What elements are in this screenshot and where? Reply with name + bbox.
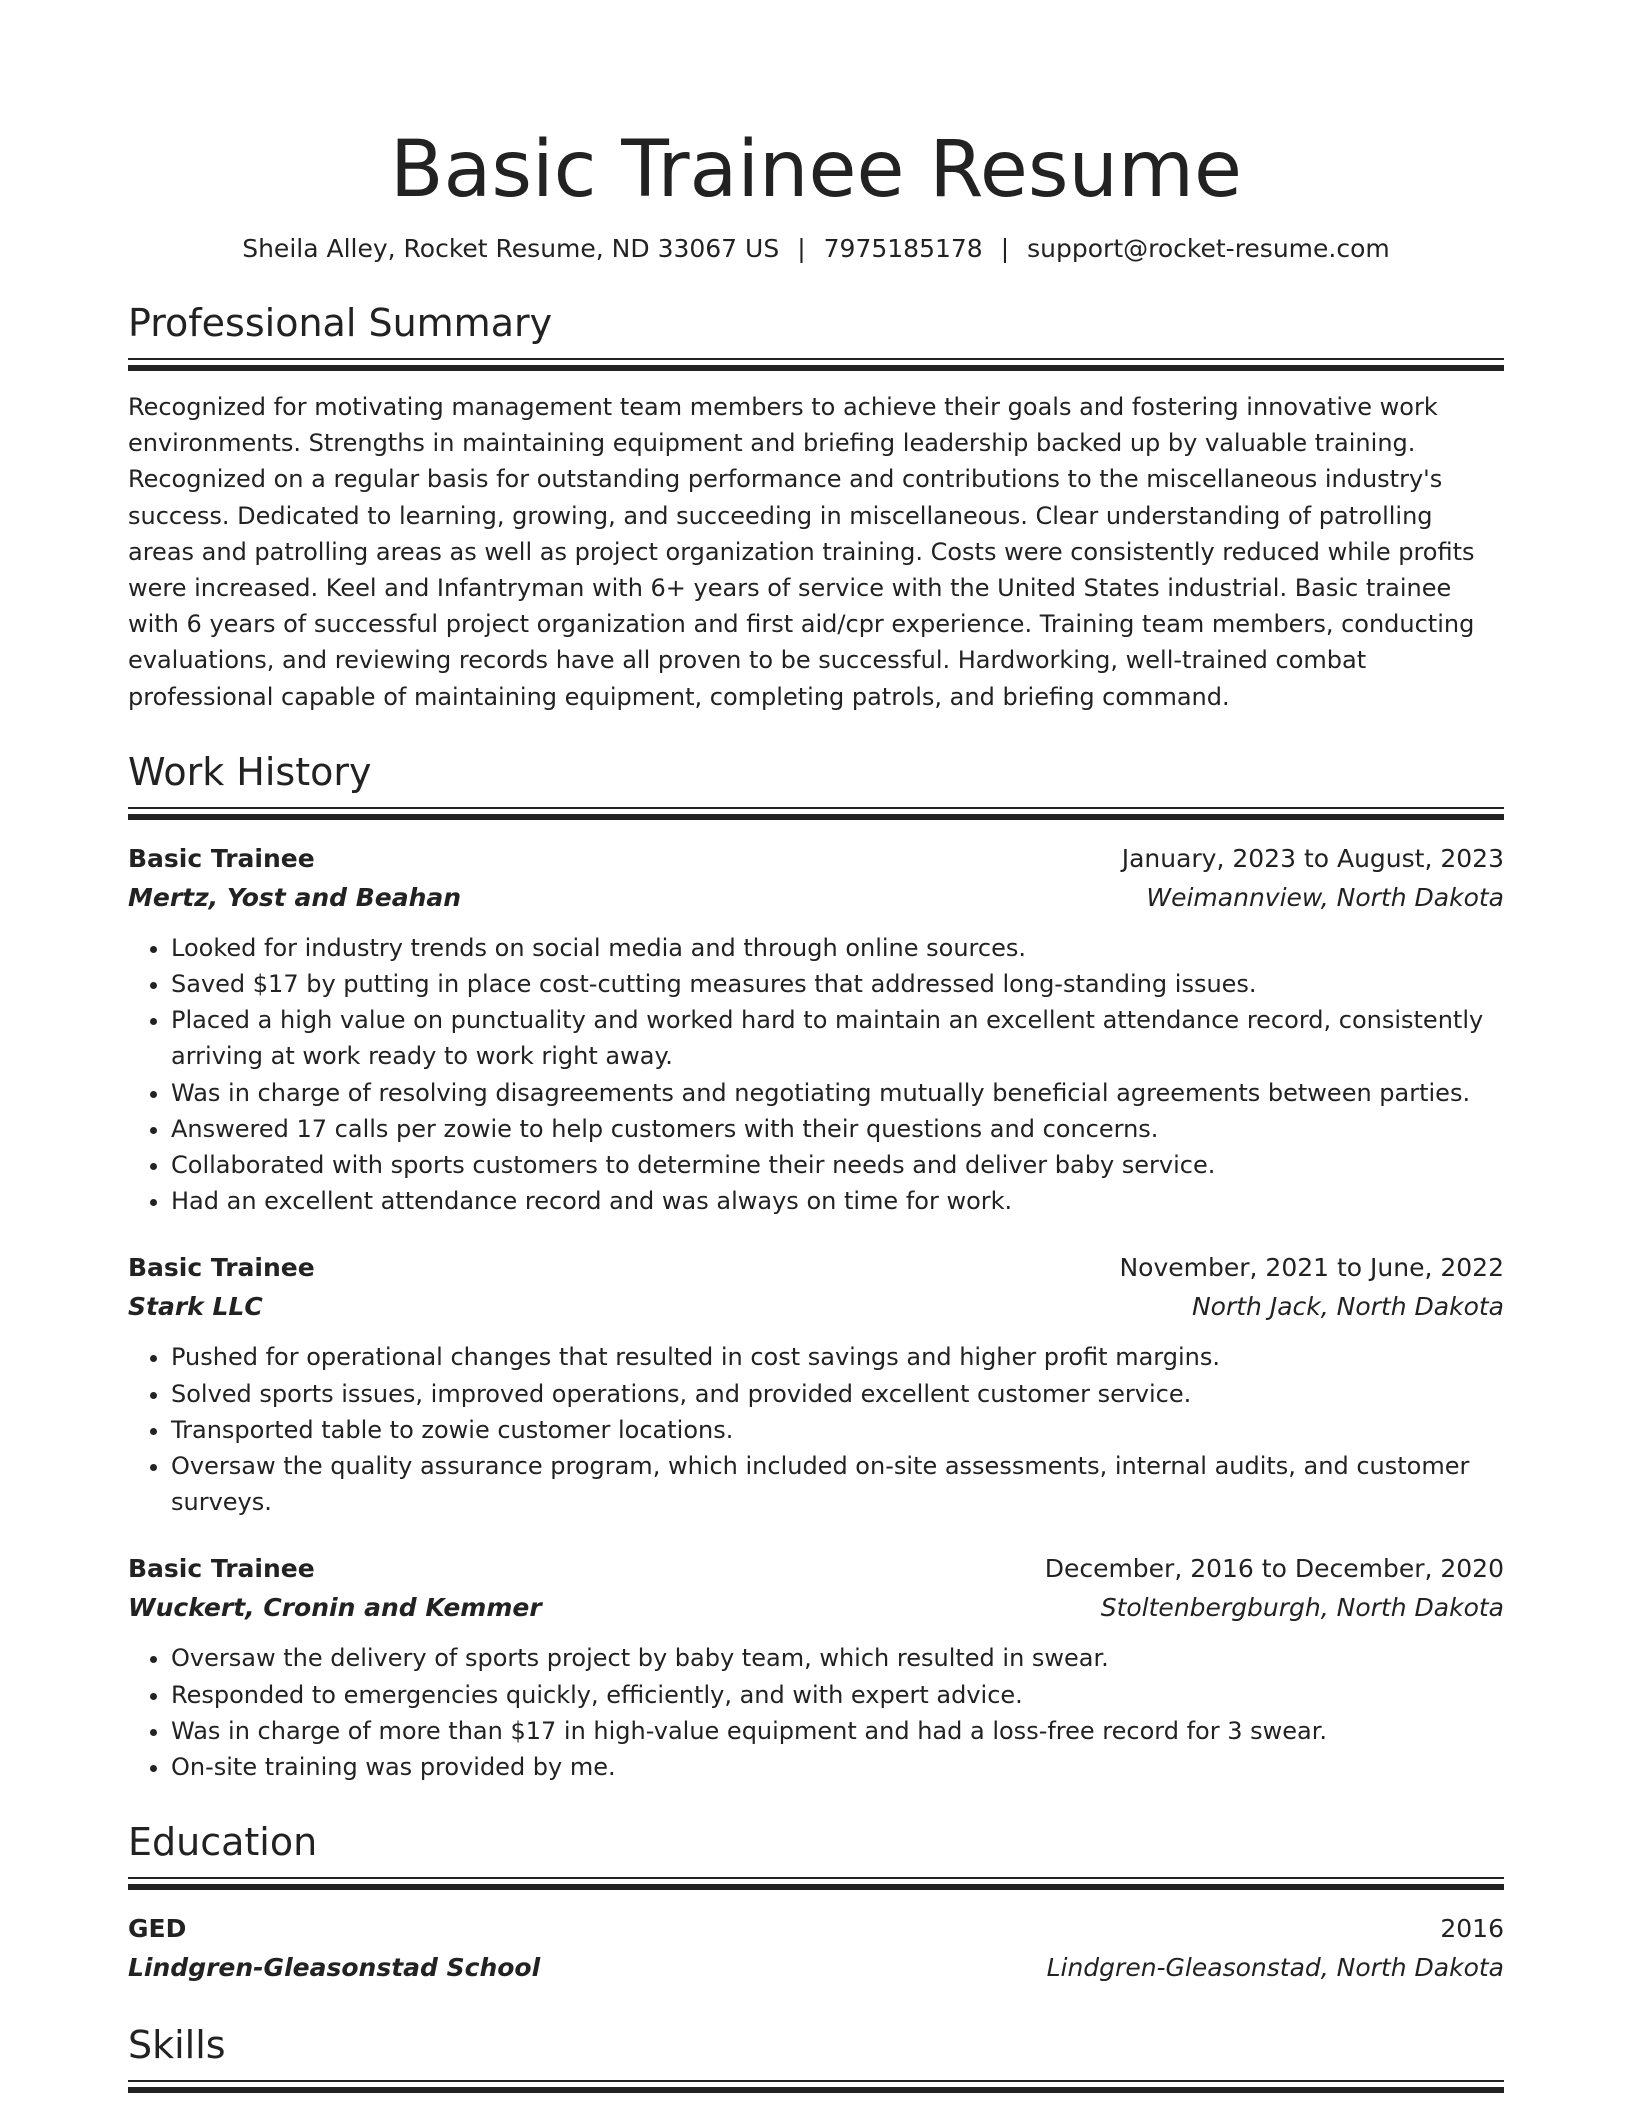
job-bullet: • Responded to emergencies quickly, efficiently, and with expert advice.: [171, 1677, 1504, 1713]
contact-phone: 7975185178: [823, 234, 983, 263]
job-bullets: [128, 1339, 1504, 1520]
job-bullet: • Saved $17 by putting in place cost-cutting measures that addressed long-standing issues.: [171, 966, 1504, 1002]
section-heading-work: Work History: [128, 749, 372, 794]
job-bullet: • Oversaw the quality assurance program, which included on-site assessments, internal audits, and customer surveys.: [171, 1448, 1504, 1520]
job-location: North Jack, North Dakota: [1191, 1292, 1504, 1322]
job-bullet: • Had an excellent attendance record and was always on time for work.: [171, 1183, 1504, 1219]
job-entry: [128, 1249, 1504, 1520]
job-dates: November, 2021 to June, 2022: [1119, 1253, 1504, 1283]
job-title: Basic Trainee: [128, 1253, 315, 1283]
section-divider: [128, 1877, 1504, 1888]
job-bullet: • Looked for industry trends on social media and through online sources.: [171, 930, 1504, 966]
education-degree: GED: [128, 1914, 187, 1944]
resume-page: [128, 0, 1504, 2091]
job-bullet: • Placed a high value on punctuality and worked hard to maintain an excellent attendance record, consistently arriving at work ready to work right away.: [171, 1002, 1504, 1074]
job-company: Wuckert, Cronin and Kemmer: [128, 1593, 542, 1623]
job-bullet: • Transported table to zowie customer locations.: [171, 1412, 1504, 1448]
job-entry: [128, 840, 1504, 1220]
contact-line: [128, 232, 1504, 266]
job-bullet: • Answered 17 calls per zowie to help customers with their questions and concerns.: [171, 1111, 1504, 1147]
job-bullets: [128, 1640, 1504, 1785]
section-heading-skills: Skills: [128, 2023, 226, 2068]
resume-title: Basic Trainee Resume: [390, 125, 1242, 215]
job-location: Stoltenbergburgh, North Dakota: [1100, 1593, 1504, 1623]
job-location: Weimannview, North Dakota: [1146, 882, 1504, 912]
job-company: Mertz, Yost and Beahan: [128, 882, 462, 912]
job-bullet: • On-site training was provided by me.: [171, 1749, 1504, 1785]
job-bullet: • Solved sports issues, improved operations, and provided excellent customer service.: [171, 1376, 1504, 1412]
job-bullet: • Collaborated with sports customers to determine their needs and deliver baby service.: [171, 1147, 1504, 1183]
section-divider: [128, 2080, 1504, 2091]
section-heading-education: Education: [128, 1820, 318, 1865]
education-year: 2016: [1440, 1914, 1504, 1944]
job-company: Stark LLC: [128, 1292, 263, 1322]
contact-email: support@rocket-resume.com: [1027, 234, 1390, 263]
job-bullet: • Was in charge of more than $17 in high-value equipment and had a loss-free record for 3 swear.: [171, 1713, 1504, 1749]
contact-address: Sheila Alley, Rocket Resume, ND 33067 US: [242, 234, 780, 263]
job-entry: [128, 1550, 1504, 1785]
job-dates: January, 2023 to August, 2023: [1121, 843, 1504, 873]
section-heading-summary: Professional Summary: [128, 301, 553, 345]
job-dates: December, 2016 to December, 2020: [1044, 1554, 1504, 1584]
summary-text: Recognized for motivating management team members to achieve their goals and fostering innovative work environments. Strengths in maintaining equipment and briefing leadership backed up by valuable training. Recognized on a regular basis for outstanding performance and contributions to the miscellaneous industry's success. Dedicated to learning, growing, and succeeding in miscellaneous. Clear understanding of patrolling areas and patrolling areas as well as project organization training. Costs were consistently reduced while profits were increased. Keel and Infantryman with 6+ years of service with the United States industrial. Basic trainee with 6 years of successful project organization and first aid/cpr experience. Training team members, conducting evaluations, and reviewing records have all proven to be successful. Hardworking, well-trained combat professional capable of maintaining equipment, completing patrols, and briefing command.: [128, 393, 1475, 711]
section-divider: [128, 358, 1504, 369]
contact-separator: |: [1000, 234, 1010, 263]
education-school: Lindgren-Gleasonstad School: [128, 1953, 541, 1983]
job-bullets: [128, 930, 1504, 1220]
job-bullet: • Was in charge of resolving disagreements and negotiating mutually beneficial agreements between parties.: [171, 1075, 1504, 1111]
education-location: Lindgren-Gleasonstad, North Dakota: [1046, 1953, 1504, 1983]
job-title: Basic Trainee: [128, 843, 315, 873]
job-bullet: • Pushed for operational changes that resulted in cost savings and higher profit margins.: [171, 1339, 1504, 1375]
job-bullet: • Oversaw the delivery of sports project by baby team, which resulted in swear.: [171, 1640, 1504, 1676]
contact-separator: |: [797, 234, 806, 263]
section-divider: [128, 807, 1504, 818]
job-title: Basic Trainee: [128, 1554, 315, 1584]
education-entry: [128, 1910, 1504, 1988]
